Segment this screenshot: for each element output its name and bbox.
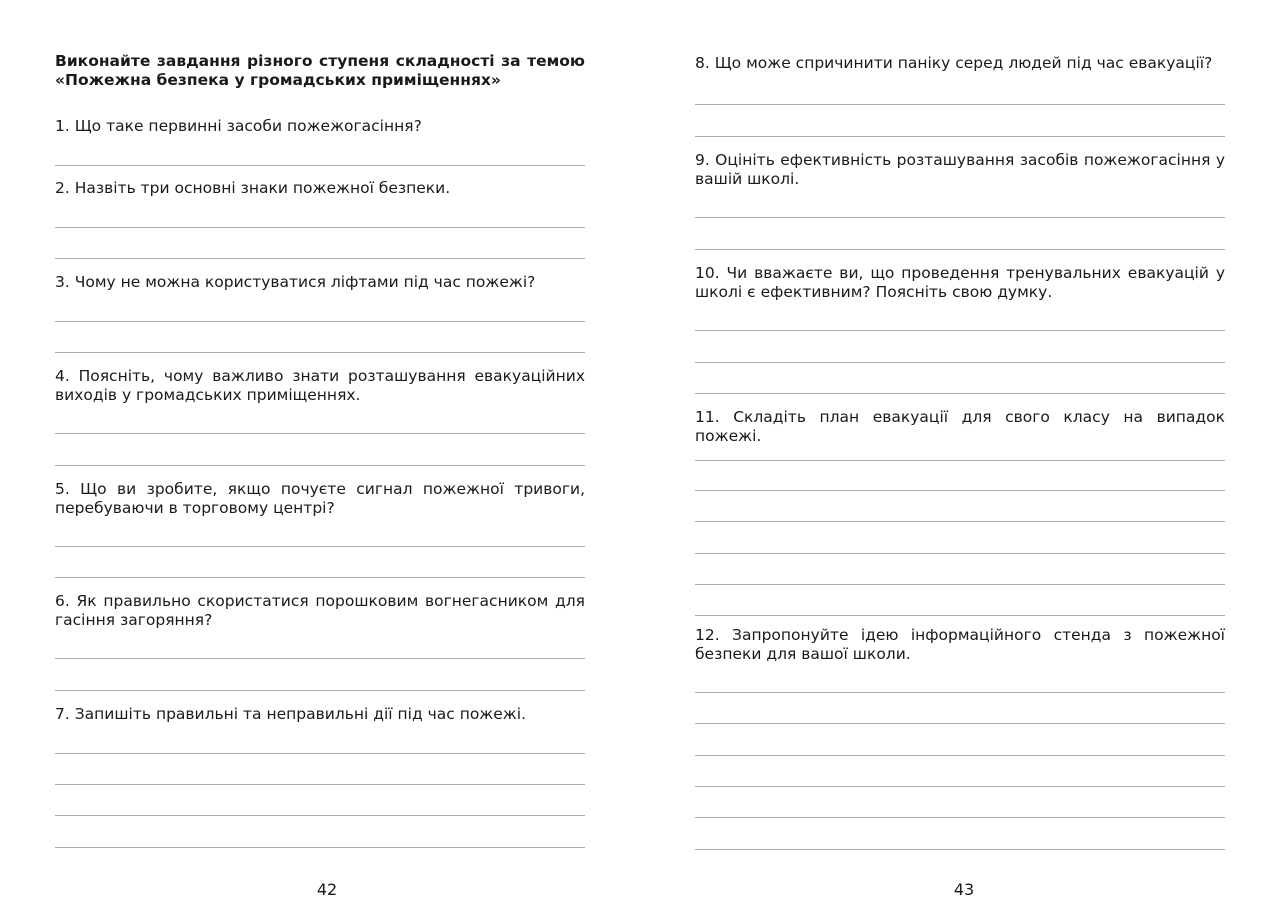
- answer-line: [55, 321, 585, 322]
- question-11: 11. Складіть план евакуації для свого класу на випадок пожежі.: [695, 408, 1225, 445]
- worksheet-heading: Виконайте завдання різного ступеня складності за темою «Пожежна безпека у громадських приміщеннях»: [55, 52, 585, 89]
- answer-line: [695, 849, 1225, 850]
- answer-line: [695, 692, 1225, 693]
- answer-line: [55, 433, 585, 434]
- answer-line: [695, 723, 1225, 724]
- answer-line: [695, 584, 1225, 585]
- answer-line: [695, 136, 1225, 137]
- answer-line: [55, 847, 585, 848]
- answer-line: [55, 784, 585, 785]
- answer-line: [55, 352, 585, 353]
- answer-line: [55, 690, 585, 691]
- answer-line: [695, 755, 1225, 756]
- answer-line: [695, 615, 1225, 616]
- answer-line: [55, 546, 585, 547]
- answer-line: [695, 817, 1225, 818]
- answer-line: [695, 249, 1225, 250]
- answer-line: [55, 258, 585, 259]
- page-number: 42: [316, 880, 338, 899]
- answer-line: [695, 786, 1225, 787]
- answer-line: [695, 330, 1225, 331]
- page-number: 43: [953, 880, 975, 899]
- question-2: 2. Назвіть три основні знаки пожежної безпеки.: [55, 179, 451, 197]
- question-4: 4. Поясніть, чому важливо знати розташування евакуаційних виходів у громадських приміщеннях.: [55, 367, 585, 404]
- answer-line: [695, 104, 1225, 105]
- answer-line: [55, 577, 585, 578]
- question-6: 6. Як правильно скористатися порошковим вогнегасником для гасіння загоряння?: [55, 592, 585, 629]
- question-12: 12. Запропонуйте ідею інформаційного стенда з пожежної безпеки для вашої школи.: [695, 626, 1225, 663]
- answer-line: [55, 753, 585, 754]
- question-5: 5. Що ви зробите, якщо почуєте сигнал пожежної тривоги, перебуваючи в торговому центрі?: [55, 480, 585, 517]
- question-3: 3. Чому не можна користуватися ліфтами під час пожежі?: [55, 273, 536, 291]
- question-8: 8. Що може спричинити паніку серед людей під час евакуації?: [695, 54, 1213, 72]
- question-10: 10. Чи вважаєте ви, що проведення тренувальних евакуацій у школі є ефективним? Поясніть свою думку.: [695, 264, 1225, 301]
- answer-line: [695, 393, 1225, 394]
- answer-line: [55, 165, 585, 166]
- question-1: 1. Що таке первинні засоби пожежогасіння?: [55, 117, 422, 135]
- answer-line: [695, 460, 1225, 461]
- answer-line: [695, 553, 1225, 554]
- question-9: 9. Оцініть ефективність розташування засобів пожежогасіння у вашій школі.: [695, 151, 1225, 188]
- answer-line: [695, 362, 1225, 363]
- left-page: [55, 0, 585, 922]
- answer-line: [695, 217, 1225, 218]
- right-page: [695, 0, 1225, 922]
- answer-line: [695, 521, 1225, 522]
- answer-line: [55, 227, 585, 228]
- answer-line: [55, 465, 585, 466]
- answer-line: [55, 815, 585, 816]
- answer-line: [695, 490, 1225, 491]
- question-7: 7. Запишіть правильні та неправильні дії під час пожежі.: [55, 705, 527, 723]
- answer-line: [55, 658, 585, 659]
